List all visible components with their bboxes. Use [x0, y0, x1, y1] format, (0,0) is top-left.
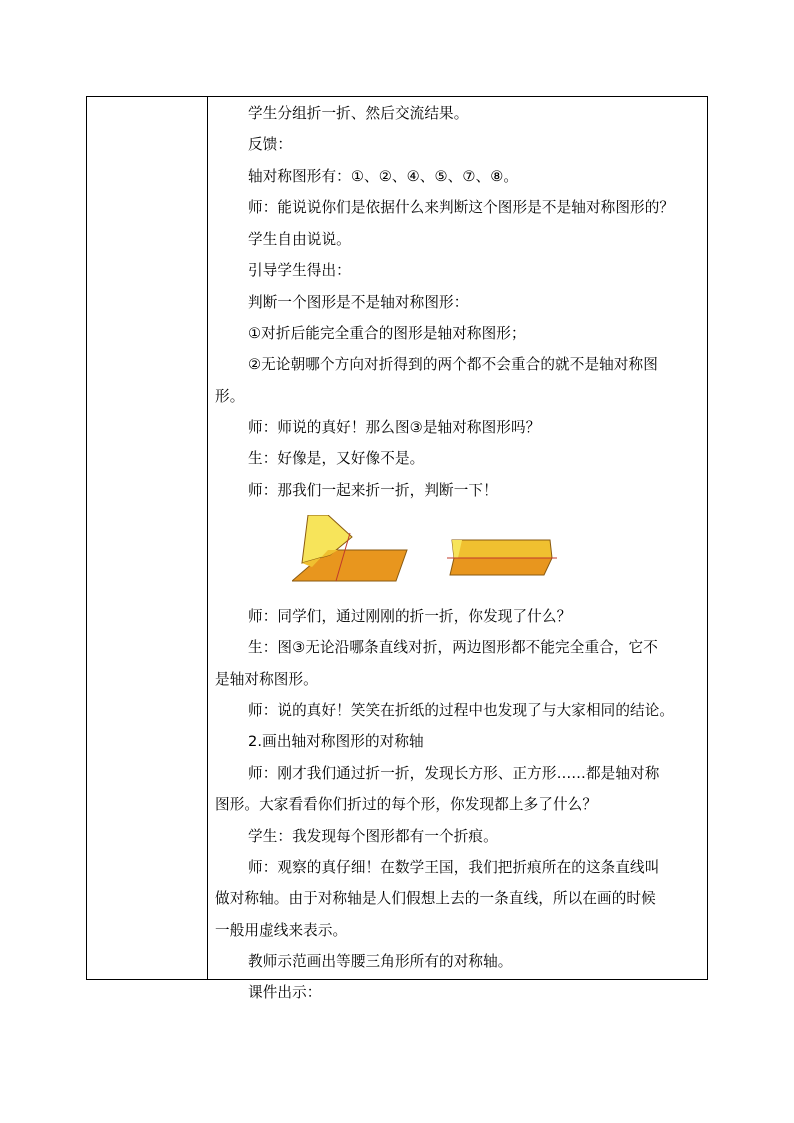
text-line: 课件出示： [248, 984, 322, 1001]
text-line: 学生分组折一折、然后交流结果。 [248, 105, 469, 122]
text-line: 生：好像是，又好像不是。 [248, 450, 425, 467]
text-line: 师：同学们，通过刚刚的折一折，你发现了什么？ [248, 608, 572, 625]
lesson-table [86, 96, 708, 1001]
text-line: 生：图③无论沿哪条直线对折，两边图形都不能完全重合，它不 [248, 639, 658, 656]
text-line: 图形。大家看看你们折过的每个形，你发现都上多了什么？ [215, 796, 598, 813]
text-line: 学生：我发现每个图形都有一个折痕。 [248, 828, 498, 845]
text-line: 师：那我们一起来折一折，判断一下！ [248, 482, 498, 499]
text-line: 师：观察的真仔细！在数学王国，我们把折痕所在的这条直线叫 [248, 859, 660, 876]
text-line: 做对称轴。由于对称轴是人们假想上去的一条直线，所以在画的时候 [215, 890, 656, 907]
text-line: 学生自由说说。 [248, 231, 351, 248]
left-column-cell [87, 97, 208, 979]
parallelogram-base-right [450, 558, 552, 575]
text-line: 教师示范画出等腰三角形所有的对称轴。 [248, 953, 513, 970]
text-line: 师：说的真好！笑笑在折纸的过程中也发现了与大家相同的结论。 [248, 702, 675, 719]
text-line: 形。 [215, 388, 245, 405]
text-line: ②无论朝哪个方向对折得到的两个都不会重合的就不是轴对称图 [248, 356, 658, 373]
text-line: 师：师说的真好！那么图③是轴对称图形吗？ [248, 419, 541, 436]
text-line: 轴对称图形有：①、②、④、⑤、⑦、⑧。 [248, 168, 519, 185]
text-line: ①对折后能完全重合的图形是轴对称图形； [248, 325, 526, 342]
text-line: 反馈： [248, 136, 293, 153]
text-line: 一般用虚线来表示。 [215, 922, 348, 939]
text-line: 2.画出轴对称图形的对称轴 [248, 733, 424, 750]
folded-strip [452, 540, 552, 558]
text-line: 师：刚才我们通过折一折，发现长方形、正方形……都是轴对称 [248, 765, 660, 782]
text-line: 是轴对称图形。 [215, 671, 318, 688]
text-line: 师：能说说你们是依据什么来判断这个图形是不是轴对称图形的？ [248, 199, 675, 216]
text-line: 判断一个图形是不是轴对称图形： [248, 294, 469, 311]
folding-illustration [292, 515, 562, 585]
right-column-cell [208, 97, 708, 1001]
text-line: 引导学生得出： [248, 262, 351, 279]
